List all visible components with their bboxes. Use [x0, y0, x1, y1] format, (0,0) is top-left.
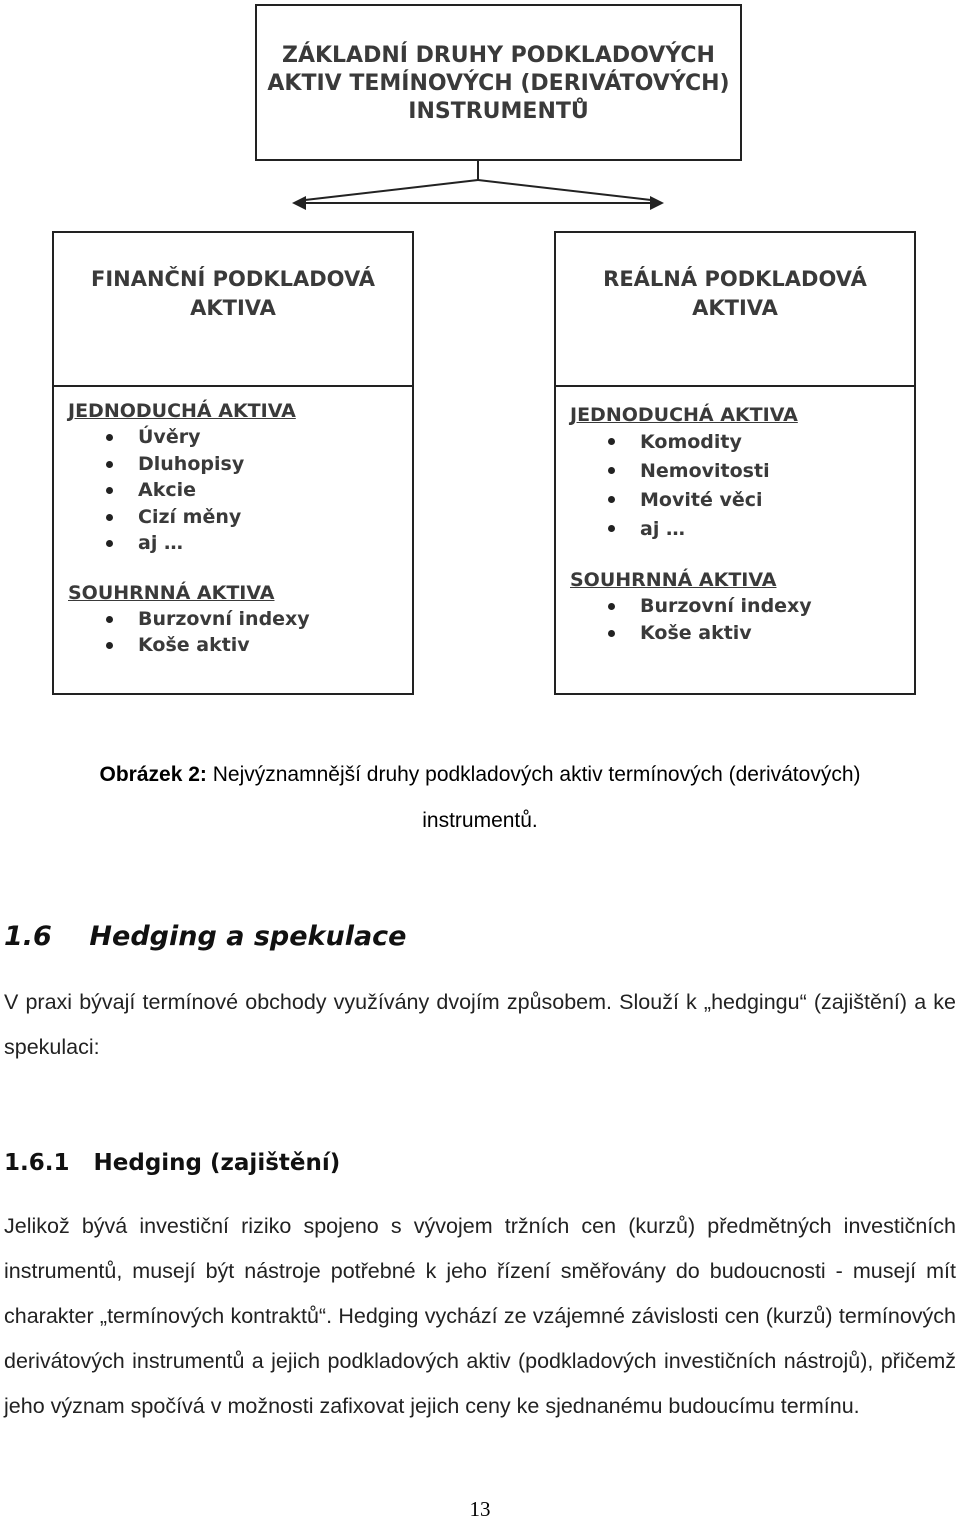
left-head-title — [54, 265, 412, 323]
list-item: Komodity — [570, 428, 900, 457]
left-head-line-1: FINANČNÍ PODKLADOVÁ — [90, 267, 376, 291]
right-composite-list — [570, 593, 900, 646]
left-simple-list — [68, 424, 398, 557]
left-body-box — [52, 385, 414, 695]
right-head-title — [556, 265, 914, 323]
list-item: aj … — [570, 515, 900, 544]
list-item: Cizí měny — [68, 504, 398, 531]
list-item: Nemovitosti — [570, 457, 900, 486]
list-item: Burzovní indexy — [68, 606, 398, 633]
top-title-line-2: AKTIV TEMÍNOVÝCH (DERIVÁTOVÝCH) — [267, 71, 730, 96]
left-composite-list — [68, 606, 398, 659]
right-head-box — [554, 231, 916, 387]
double-arrow-connector — [0, 160, 960, 230]
figure-caption — [0, 752, 960, 844]
list-item: aj … — [68, 530, 398, 557]
caption-text: Nejvýznamnější druhy podkladových aktiv termínových (derivátových) — [206, 763, 861, 786]
diagram-top-title — [257, 42, 740, 126]
section-paragraph: V praxi bývají termínové obchody využívány dvojím způsobem. Slouží k „hedgingu“ (zajištění) a ke spekulaci: — [4, 990, 956, 1059]
diagram-top-box — [255, 4, 742, 161]
top-title-line-1: ZÁKLADNÍ DRUHY PODKLADOVÝCH — [282, 43, 715, 68]
right-body — [570, 403, 900, 646]
caption-label: Obrázek 2: — [99, 763, 207, 786]
list-item: Koše aktiv — [570, 620, 900, 647]
left-head-box — [52, 231, 414, 387]
right-composite-title: SOUHRNNÁ AKTIVA — [570, 569, 777, 591]
list-item: Akcie — [68, 477, 398, 504]
list-item: Koše aktiv — [68, 632, 398, 659]
right-head-line-2: AKTIVA — [692, 296, 778, 320]
left-composite-title: SOUHRNNÁ AKTIVA — [68, 581, 275, 604]
top-title-line-3: INSTRUMENTŮ — [408, 99, 589, 124]
list-item: Dluhopisy — [68, 451, 398, 478]
list-item: Burzovní indexy — [570, 593, 900, 620]
list-item: Úvěry — [68, 424, 398, 451]
left-simple-title: JEDNODUCHÁ AKTIVA — [68, 400, 296, 422]
subsection-paragraph: Jelikož bývá investiční riziko spojeno s vývojem tržních cen (kurzů) předmětných investičních instrumentů, musejí být nástroje potřebné k jeho řízení směřovány do budoucnosti - musejí mít charakter „termínových kontraktů“. Hedging vychází ze vzájemné závislosti cen (kurzů) termínových derivátových instrumentů a jejich podkladových aktiv (podkladových investičních nástrojů), přičemž jeho význam spočívá v možnosti zafixovat jejich ceny ke sjednanému budoucímu termínu. — [4, 1214, 956, 1418]
caption-line-1 — [0, 752, 960, 798]
list-item: Movité věci — [570, 486, 900, 515]
page-number: 13 — [469, 1497, 491, 1521]
caption-line-2: instrumentů. — [422, 809, 538, 832]
section-heading: 1.6 Hedging a spekulace — [4, 921, 407, 952]
right-body-box — [554, 385, 916, 695]
right-simple-list — [570, 428, 900, 544]
left-head-line-2: AKTIVA — [190, 296, 276, 320]
right-simple-title: JEDNODUCHÁ AKTIVA — [570, 404, 798, 426]
subsection-heading: 1.6.1 Hedging (zajištění) — [4, 1150, 341, 1176]
left-body — [68, 399, 398, 659]
right-head-line-1: REÁLNÁ PODKLADOVÁ — [603, 267, 867, 291]
